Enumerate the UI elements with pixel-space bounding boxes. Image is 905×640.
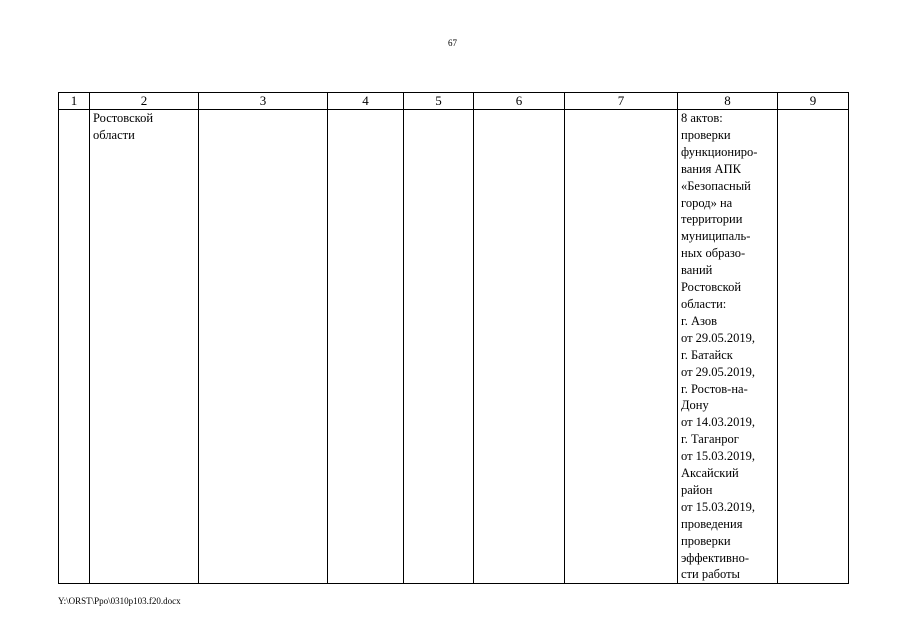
column-header-2: 2 [90, 93, 199, 110]
column-header-6: 6 [474, 93, 565, 110]
cell-col-4 [328, 110, 404, 584]
cell-col-2: Ростовской области [90, 110, 199, 584]
column-header-9: 9 [778, 93, 849, 110]
column-header-5: 5 [404, 93, 474, 110]
column-header-7: 7 [565, 93, 678, 110]
cell-col-8: 8 актов: проверки функциониро- вания АПК «Безопасный город» на территории муниципаль- ных образо- ваний Ростовской области: г. Азов от 29.05.2019, г. Батайск от 29.05.2019, г. Ростов-на- Дону от 14.03.2019, г. Таганрог от 15.03.2019, Аксайский район от 15.03.2019, проведения проверки эффективно- сти работы [678, 110, 778, 584]
footer-file-path: Y:\ORST\Ppo\0310p103.f20.docx [58, 596, 181, 606]
cell-col-7 [565, 110, 678, 584]
cell-col-6 [474, 110, 565, 584]
column-header-3: 3 [199, 93, 328, 110]
column-header-4: 4 [328, 93, 404, 110]
column-header-8: 8 [678, 93, 778, 110]
cell-col-1 [59, 110, 90, 584]
table-header-row [59, 93, 849, 110]
table-row [59, 110, 849, 584]
cell-col-9 [778, 110, 849, 584]
cell-col-5 [404, 110, 474, 584]
document-table [58, 92, 849, 584]
page-number: 67 [448, 38, 457, 48]
column-header-1: 1 [59, 93, 90, 110]
cell-col-3 [199, 110, 328, 584]
